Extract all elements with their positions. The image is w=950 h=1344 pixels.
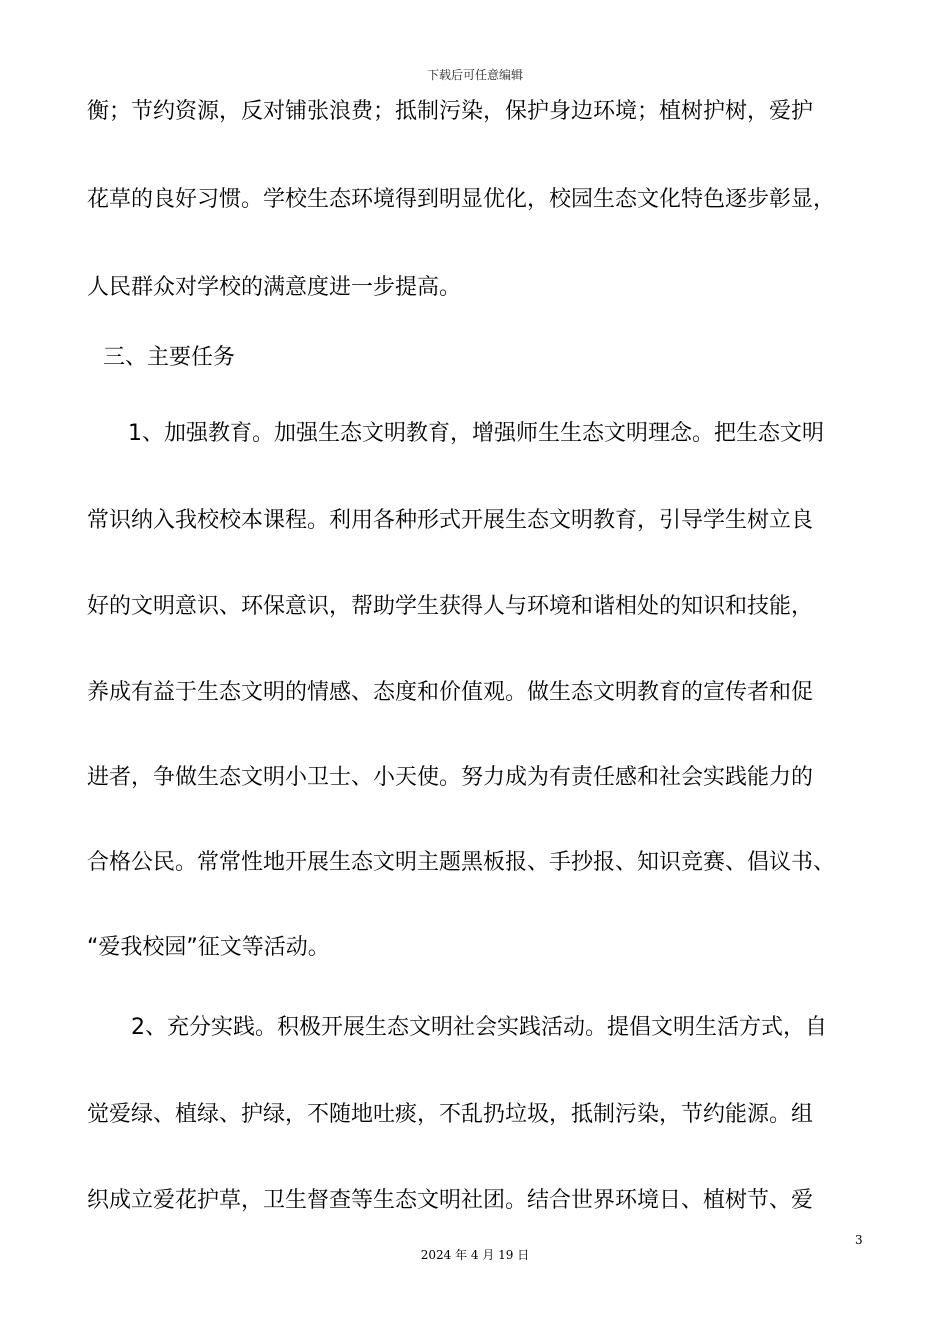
body-line-2: 花草的良好习惯。学校生态环境得到明显优化，校园生态文化特色逐步彰显，: [87, 187, 836, 212]
body-line-9: 进者，争做生态文明小卫士、小天使。努力成为有责任感和社会实践能力的: [87, 765, 814, 790]
body-line-8: 养成有益于生态文明的情感、态度和价值观。做生态文明教育的宣传者和促: [87, 680, 814, 705]
page-footer-date: 2024 年 4 月 19 日: [420, 1248, 530, 1262]
page-header: 下载后可任意编辑: [426, 68, 523, 82]
body-line-6: 常识纳入我校校本课程。利用各种形式开展生态文明教育，引导学生树立良: [87, 508, 814, 533]
body-line-13: 觉爱绿、植绿、护绿，不随地吐痰，不乱扔垃圾，抵制污染，节约能源。组: [87, 1102, 814, 1127]
body-line-1: 衡；节约资源，反对铺张浪费；抵制污染，保护身边环境；植树护树，爱护: [87, 99, 814, 124]
body-line-3: 人民群众对学校的满意度进一步提高。: [87, 275, 462, 300]
body-line-10: 合格公民。常常性地开展生态文明主题黑板报、手抄报、知识竞赛、倡议书、: [87, 850, 836, 875]
body-line-11: “爱我校园”征文等活动。: [87, 935, 330, 960]
body-line-14: 织成立爱花护草，卫生督查等生态文明社团。结合世界环境日、植树节、爱: [87, 1188, 814, 1213]
body-line-7: 好的文明意识、环保意识，帮助学生获得人与环境和谐相处的知识和技能，: [87, 594, 814, 619]
section-heading: 三、主要任务: [103, 345, 236, 370]
body-line-12: 2、充分实践。积极开展生态文明社会实践活动。提倡文明生活方式，自: [131, 1015, 827, 1040]
body-line-5: 1、加强教育。加强生态文明教育，增强师生生态文明理念。把生态文明: [128, 421, 824, 446]
page-number: 3: [855, 1233, 863, 1247]
